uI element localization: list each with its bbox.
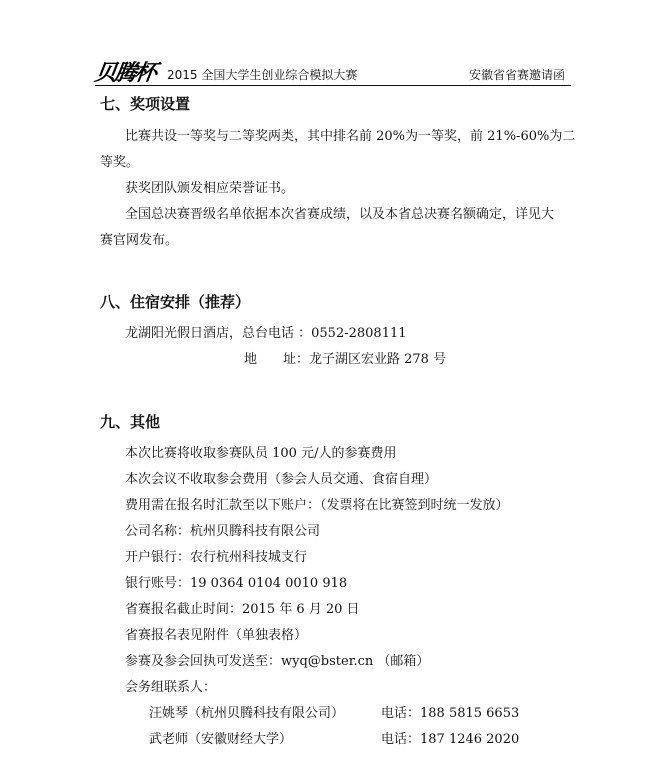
section-heading-awards: 七、奖项设置 xyxy=(100,95,191,113)
hotel-line: 龙湖阳光假日酒店，总台电话 ：0552-2808111 xyxy=(125,326,407,341)
contact-phone: 电话：188 5815 6653 xyxy=(381,706,520,721)
awards-final-line: 全国总决赛晋级名单依据本次省赛成绩，以及本省总决赛名额确定，详见大 xyxy=(125,207,555,222)
awards-final-line: 赛官网发布。 xyxy=(100,233,179,248)
list-item: 本次比赛将收取参赛队员 100 元/人的参赛费用 xyxy=(125,446,397,461)
list-item: 开户银行：农行杭州科技城支行 xyxy=(125,550,308,565)
hotel-address: 地 址：龙子湖区宏业路 278 号 xyxy=(244,352,447,367)
list-item: 公司名称：杭州贝腾科技有限公司 xyxy=(125,524,321,539)
page-header xyxy=(92,50,571,86)
list-item: 参赛及参会回执可发送至：wyq@bster.cn （邮箱） xyxy=(125,654,430,669)
list-item: 省赛报名表见附件（单独表格） xyxy=(125,628,308,643)
contact-phone: 电话：187 1246 2020 xyxy=(381,732,520,747)
header-document-title: 安徽省省赛邀请函 xyxy=(468,68,565,82)
header-competition-title: 2015 全国大学生创业综合模拟大赛 xyxy=(167,68,358,82)
awards-paragraph-line: 比赛共设一等奖与二等奖两类，其中排名前 20%为一等奖，前 21%-60%为二 xyxy=(125,129,576,144)
list-item: 省赛报名截止时间：2015 年 6 月 20 日 xyxy=(125,602,360,617)
list-item: 银行账号：19 0364 0104 0010 918 xyxy=(125,576,348,591)
contact-name: 武老师（安徽财经大学） xyxy=(149,732,293,747)
brand-logo: 贝腾杯 xyxy=(92,60,157,86)
section-heading-other: 九、其他 xyxy=(100,413,161,431)
list-item: 本次会议不收取参会费用（参会人员交通、食宿自理） xyxy=(125,472,438,487)
awards-paragraph-line: 等奖。 xyxy=(100,155,140,170)
list-item: 会务组联系人： xyxy=(125,680,217,695)
awards-certificate-line: 获奖团队颁发相应荣誉证书。 xyxy=(125,181,295,196)
list-item: 费用需在报名时汇款至以下账户：（发票将在比赛签到时统一发放） xyxy=(125,498,509,513)
contact-name: 汪姚琴（杭州贝腾科技有限公司） xyxy=(149,706,345,721)
section-heading-accommodation: 八、住宿安排（推荐） xyxy=(100,293,251,311)
